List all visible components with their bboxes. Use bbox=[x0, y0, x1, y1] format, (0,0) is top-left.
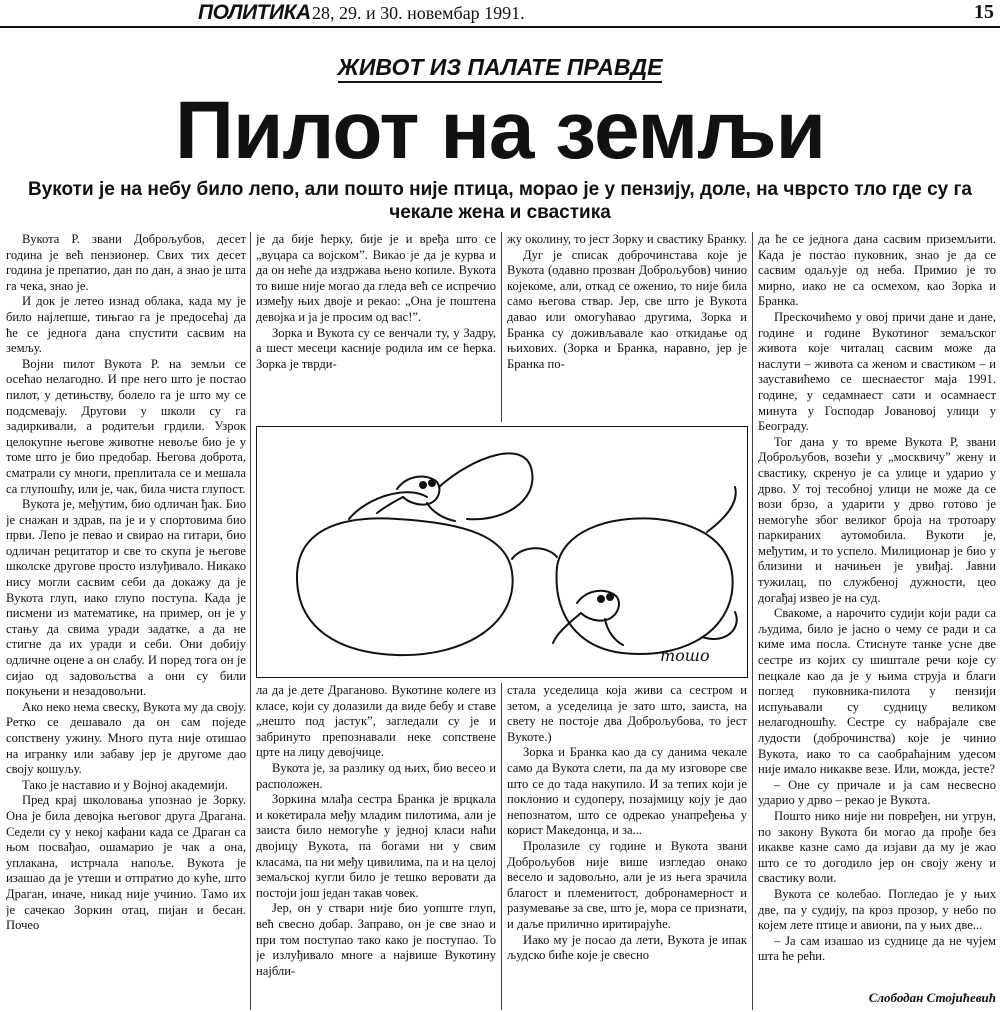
kicker-text: ЖИВОТ ИЗ ПАЛАТЕ ПРАВДЕ bbox=[338, 54, 663, 83]
issue-date: 28, 29. и 30. новембар 1991. bbox=[312, 3, 525, 23]
paragraph: Тако је наставио и у Војној академији. bbox=[22, 777, 228, 792]
paragraph: Свакоме, а нарочито судији који ради са људима, било је јасно о чему се ради и са киме има посла. Стиснуте танке усне две сестре из којих су шиштале речи које су пецкале као да је у њима струја и благи поглед пуковника-пилота у пензији испуњавали су судницу великом нелагодношћу. Сестре су набрајале све лудости (доброчинства) које је чинио Вукота, иако то са саобраћајним удесом није имало никакве везе. Или, можда, јесте? bbox=[758, 606, 996, 777]
column-rule bbox=[501, 683, 502, 1010]
column-2-bottom bbox=[256, 683, 496, 1010]
column-3-top bbox=[507, 232, 747, 422]
column-4 bbox=[758, 232, 996, 1010]
paragraph: ла да је дете Драганово. Вукотине колеге из класе, који су долазили да виде бебу и ставе „нешто под јастук”, загледали су је и забринуто препознавали неке сопствене црте на лицу девојчице. bbox=[256, 683, 496, 760]
masthead bbox=[0, 0, 1000, 28]
paragraph: Пролазиле су године и Вукота звани Доброљубов није више изгледао онако весело и задовољно, али је из њега зрачила благост и племенитост, добронамерност и разумевање за све, што је, мора се признати, и даље прилично иритирајуће. bbox=[507, 838, 747, 931]
eyeglasses-with-birds-cartoon-icon bbox=[257, 427, 746, 676]
paragraph: Иако му је посао да лети, Вукота је ипак људско биће које је свесно bbox=[507, 932, 747, 963]
column-1 bbox=[6, 232, 246, 1010]
paragraph: Вукота је, међутим, био одличан ђак. Био је снажан и здрав, па је и у спортовима био први. Лепо је певао и свирао на гитари, био одличан рецитатор и све то скупа је његове школске другове просто излуђивало. Никако нису могли сасвим себи да докажу да је Вукота глуп, иако глупо поступа. Када је писмени из математике, на пример, он је у стању да свима уради задатке, а да не стигне да их уради и себи. Они добију одличне оцене а он слабу. И поред тога он је сијао од задовољства а они су били покуњени и незадовољни. bbox=[6, 497, 246, 699]
article-deck: Вукоти је на небу било лепо, али пошто није птица, морао је у пензију, доле, на чврсто тло где су га чекале жена и свастика bbox=[28, 179, 972, 223]
column-rule bbox=[250, 232, 251, 1010]
paragraph: Зоркина млађа сестра Бранка је врцкала и кокетирала међу младим пилотима, али је заиста било немогуће у једној класи наћи двојицу Вукота, па богами ни у свим класама, па ни међу цивилима, па и на целој земаљској кугли било је тешко веровати да постоји још један такав човек. bbox=[256, 792, 496, 900]
paragraph: Вукота је, за разлику од њих, био весео и расположен. bbox=[256, 760, 496, 791]
paragraph: Вукота се колебао. Погледао је у њих две, па у судију, па кроз прозор, у небо по којем лете птице и авиони, па у њих две... bbox=[758, 886, 996, 933]
column-rule bbox=[752, 232, 753, 1010]
paragraph: Пошто нико није ни повређен, ни угрун, по закону Вукота би могао да прође без икакве казне само да изјави да му је жао што се то догодило јер он своју жену и свастику воли. bbox=[758, 808, 996, 886]
paragraph: Ако неко нема свеску, Вукота му да своју. Ретко се дешавало да он сам поједе сопствену ужину. Много пута није отишао на игранку или забаву јер је другоме дао своју кошуљу. bbox=[6, 699, 246, 777]
paragraph: Зорка и Вукота су се венчали ту, у Задру, а шест месеци касније родила им се ћерка. Зорка је тврди- bbox=[256, 325, 496, 371]
column-3-bottom bbox=[507, 683, 747, 1010]
paragraph: Дуг је списак доброчинстава које је Вукота (одавно прозван Доброљубов) чинио којекоме, али, откад се оженио, то није била само његова ствар. Јер, све што је Вукота давао или омогућавао другима, Зорка и Бранка су доживљавале као откидање од њихових. (Зорка и Бранка, наравно, јер је Бранка по- bbox=[507, 247, 747, 371]
author-signature: Слободан Стојићевић bbox=[868, 990, 996, 1005]
cartoon-illustration bbox=[256, 426, 748, 678]
paragraph: И док је летео изнад облака, када му је било најлепше, тињгао га је предосећај да ће се једнога дана спустити сасвим на земљу. bbox=[6, 294, 246, 356]
illustrator-signature: тошо bbox=[660, 646, 710, 665]
paragraph: Пред крај школовања упознао је Зорку. Она је била девојка његовог друга Драгана. Седели су у некој кафани када се Драган са њом посвађао, ошамарио је чак а она, уплакана, истрчала напоље. Вукота је изашао да је утеши и отпратио до куће, што Драган, иначе, никад није учинио. Тамо их је сачекао Зоркин отац, пијан и бесан. Почео bbox=[6, 793, 246, 933]
paragraph: – Ја сам изашао из суднице да не чујем шта ће рећи. bbox=[758, 933, 996, 964]
paragraph: је да бије ћерку, бије је и вређа што се „вуцара са војском”. Викао је да је курва и да он неће да издржава њено копиле. Вукота то више није могао да гледа већ се испречио између њих двоје и рекао: „Она је поштена девојка и ја је просим од вас!”. bbox=[256, 232, 496, 324]
paragraph: да ће се једнога дана сасвим приземљити. Када је постао пуковник, знао је да се сасвим одаљује од неба. Примио је то мирно, иако не са осмехом, као Зорка и Бранка. bbox=[758, 232, 996, 309]
paragraph: Војни пилот Вукота Р. на земљи се осећао нелагодно. И пре него што је постао пилот, у детињству, болело га је што му се подсмевају. Другови у школи су га задиркивали, а родитељи грдили. Узрок целокупне његове животне невоље био је у томе што је био предобар. Његова доброта, сматрали су многи, преплитала се и мешала са глупошћу, или је, чак, била чиста глупост. bbox=[6, 356, 246, 496]
paragraph: Прескочићемо у овој причи дане и дане, године и године Вукотиног земаљског живота које читалац сасвим може да наслути – живота са женом и свастиком – и зауставићемо се шеснаестог маја 1991. године, у седамнаест сати и осамнаест минута у Господар Јовановој улици у Београду. bbox=[758, 309, 996, 434]
paragraph: Тог дана у то време Вукота Р, звани Доброљубов, возећи у „москвичу” жену и свастику, скренуо је са улице и ударио у дрво. У тој тесобној улици не може да се вози брзо, а ударити у дрво готово је немогуће због великог броја на тротоару паркираних аутомобила. Вукоти је, међутим, и то успело. Милиционар је био у близини и начињен је увиђај. Јавни тужилац, по службеној дужности, цео догађај извео је на суд. bbox=[758, 434, 996, 605]
paragraph: – Оне су причале и ја сам несвесно ударио у дрво – рекао је Вукота. bbox=[758, 777, 996, 808]
column-rule bbox=[501, 232, 502, 422]
newspaper-logo: ПОЛИТИКА bbox=[198, 1, 311, 24]
page-number: 15 bbox=[974, 1, 994, 23]
paragraph: Вукота Р. звани Доброљубов, десет година је већ пензионер. Свих тих десет година је препатио, дан по дан, а знао је шта га чека, знао је. bbox=[6, 232, 246, 293]
column-2-top bbox=[256, 232, 496, 422]
section-kicker bbox=[0, 54, 1000, 81]
paragraph: жу околину, то јест Зорку и свастику Бранку. bbox=[507, 232, 747, 246]
paragraph: стала уседелица која живи са сестром и зетом, а уседелица је зато што, заиста, на свету не постоје два Доброљубова, то јест Вукоте.) bbox=[507, 683, 747, 744]
paragraph: Зорка и Бранка као да су данима чекале само да Вукота слети, па да му изговоре све што се до тада накупило. И за тепих који је поклонио и судоперу, позајмицу коју је дао непознатом, што се одрекао унапређења у корист Македонца, и за... bbox=[507, 745, 747, 838]
article-headline: Пилот на земљи bbox=[175, 85, 825, 176]
paragraph: Јер, он у ствари није био уопште глуп, већ свесно добар. Заправо, он је све знао и при том поступао тако како је поступао. То је излуђивало многе а највише Вукотину најбли- bbox=[256, 901, 496, 978]
